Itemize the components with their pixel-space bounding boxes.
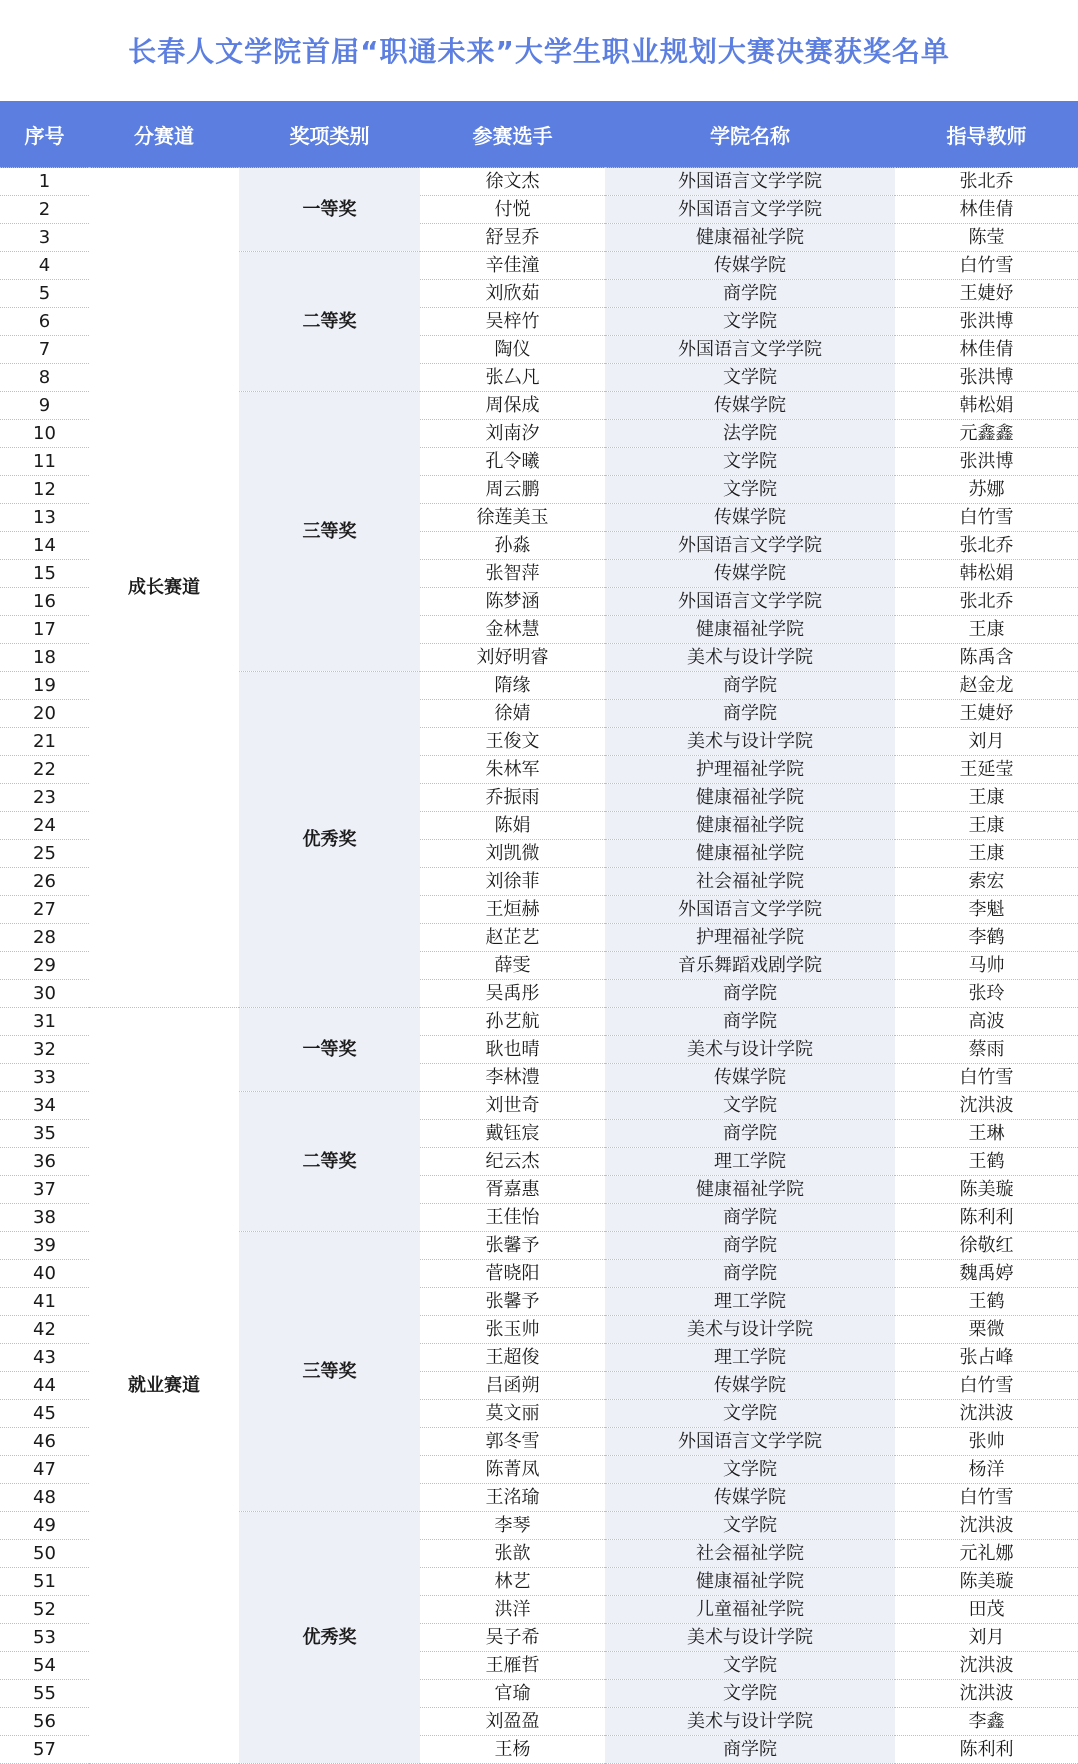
row-seq: 20 bbox=[0, 700, 89, 728]
participant-cell: 林艺 bbox=[420, 1568, 605, 1596]
row-seq: 5 bbox=[0, 280, 89, 308]
college-cell: 商学院 bbox=[605, 700, 895, 728]
row-seq: 30 bbox=[0, 980, 89, 1008]
award-cell: 三等奖 bbox=[239, 392, 420, 672]
tutor-cell: 张洪博 bbox=[895, 364, 1078, 392]
row-seq: 9 bbox=[0, 392, 89, 420]
college-cell: 文学院 bbox=[605, 448, 895, 476]
college-cell: 外国语言文学学院 bbox=[605, 896, 895, 924]
tutor-cell: 李鑫 bbox=[895, 1708, 1078, 1736]
row-seq: 19 bbox=[0, 672, 89, 700]
college-cell: 文学院 bbox=[605, 1652, 895, 1680]
participant-cell: 张智萍 bbox=[420, 560, 605, 588]
college-cell: 传媒学院 bbox=[605, 1064, 895, 1092]
participant-cell: 孔令曦 bbox=[420, 448, 605, 476]
tutor-cell: 赵金龙 bbox=[895, 672, 1078, 700]
participant-cell: 王超俊 bbox=[420, 1344, 605, 1372]
tutor-cell: 韩松娟 bbox=[895, 560, 1078, 588]
tutor-cell: 杨洋 bbox=[895, 1456, 1078, 1484]
row-seq: 22 bbox=[0, 756, 89, 784]
award-cell: 二等奖 bbox=[239, 252, 420, 392]
tutor-cell: 沈洪波 bbox=[895, 1512, 1078, 1540]
participant-cell: 徐莲美玉 bbox=[420, 504, 605, 532]
college-cell: 文学院 bbox=[605, 364, 895, 392]
tutor-cell: 王鹤 bbox=[895, 1148, 1078, 1176]
participant-cell: 陈菁凤 bbox=[420, 1456, 605, 1484]
tutor-cell: 陈利利 bbox=[895, 1204, 1078, 1232]
participant-cell: 吴梓竹 bbox=[420, 308, 605, 336]
row-seq: 56 bbox=[0, 1708, 89, 1736]
tutor-cell: 高波 bbox=[895, 1008, 1078, 1036]
college-cell: 商学院 bbox=[605, 1260, 895, 1288]
row-seq: 7 bbox=[0, 336, 89, 364]
participant-cell: 陶仪 bbox=[420, 336, 605, 364]
tutor-cell: 王康 bbox=[895, 840, 1078, 868]
participant-cell: 王洺瑜 bbox=[420, 1484, 605, 1512]
participant-cell: 刘世奇 bbox=[420, 1092, 605, 1120]
row-seq: 53 bbox=[0, 1624, 89, 1652]
tutor-cell: 白竹雪 bbox=[895, 1484, 1078, 1512]
college-cell: 理工学院 bbox=[605, 1344, 895, 1372]
row-seq: 49 bbox=[0, 1512, 89, 1540]
participant-cell: 张馨予 bbox=[420, 1232, 605, 1260]
college-cell: 传媒学院 bbox=[605, 1372, 895, 1400]
row-seq: 21 bbox=[0, 728, 89, 756]
row-seq: 35 bbox=[0, 1120, 89, 1148]
participant-cell: 舒昱乔 bbox=[420, 224, 605, 252]
row-seq: 16 bbox=[0, 588, 89, 616]
college-cell: 商学院 bbox=[605, 1232, 895, 1260]
row-seq: 57 bbox=[0, 1736, 89, 1764]
college-cell: 健康福祉学院 bbox=[605, 812, 895, 840]
participant-cell: 刘凯微 bbox=[420, 840, 605, 868]
college-cell: 美术与设计学院 bbox=[605, 1316, 895, 1344]
college-cell: 文学院 bbox=[605, 1512, 895, 1540]
row-seq: 46 bbox=[0, 1428, 89, 1456]
row-seq: 50 bbox=[0, 1540, 89, 1568]
college-cell: 理工学院 bbox=[605, 1288, 895, 1316]
award-cell: 二等奖 bbox=[239, 1092, 420, 1232]
tutor-cell: 白竹雪 bbox=[895, 504, 1078, 532]
participant-cell: 徐文杰 bbox=[420, 168, 605, 196]
row-seq: 3 bbox=[0, 224, 89, 252]
college-cell: 儿童福祉学院 bbox=[605, 1596, 895, 1624]
participant-cell: 菅晓阳 bbox=[420, 1260, 605, 1288]
college-cell: 外国语言文学学院 bbox=[605, 1428, 895, 1456]
row-seq: 45 bbox=[0, 1400, 89, 1428]
college-cell: 社会福祉学院 bbox=[605, 868, 895, 896]
college-cell: 传媒学院 bbox=[605, 560, 895, 588]
participant-cell: 耿也晴 bbox=[420, 1036, 605, 1064]
college-cell: 商学院 bbox=[605, 1008, 895, 1036]
participant-cell: 刘盈盈 bbox=[420, 1708, 605, 1736]
college-cell: 美术与设计学院 bbox=[605, 644, 895, 672]
tutor-cell: 蔡雨 bbox=[895, 1036, 1078, 1064]
participant-cell: 周保成 bbox=[420, 392, 605, 420]
tutor-cell: 陈利利 bbox=[895, 1736, 1078, 1764]
participant-cell: 周云鹏 bbox=[420, 476, 605, 504]
college-cell: 健康福祉学院 bbox=[605, 1176, 895, 1204]
participant-cell: 王佳怡 bbox=[420, 1204, 605, 1232]
participant-cell: 张馨予 bbox=[420, 1288, 605, 1316]
tutor-cell: 张洪博 bbox=[895, 448, 1078, 476]
tutor-cell: 索宏 bbox=[895, 868, 1078, 896]
row-seq: 24 bbox=[0, 812, 89, 840]
table-row bbox=[0, 1008, 1078, 1036]
participant-cell: 朱林军 bbox=[420, 756, 605, 784]
participant-cell: 王杨 bbox=[420, 1736, 605, 1764]
tutor-cell: 沈洪波 bbox=[895, 1680, 1078, 1708]
tutor-cell: 田茂 bbox=[895, 1596, 1078, 1624]
college-cell: 理工学院 bbox=[605, 1148, 895, 1176]
participant-cell: 乔振雨 bbox=[420, 784, 605, 812]
tutor-cell: 韩松娟 bbox=[895, 392, 1078, 420]
college-cell: 传媒学院 bbox=[605, 392, 895, 420]
college-cell: 商学院 bbox=[605, 980, 895, 1008]
row-seq: 14 bbox=[0, 532, 89, 560]
tutor-cell: 张占峰 bbox=[895, 1344, 1078, 1372]
participant-cell: 莫文丽 bbox=[420, 1400, 605, 1428]
row-seq: 18 bbox=[0, 644, 89, 672]
college-cell: 商学院 bbox=[605, 1204, 895, 1232]
row-seq: 2 bbox=[0, 196, 89, 224]
header-track: 分赛道 bbox=[89, 101, 239, 168]
row-seq: 13 bbox=[0, 504, 89, 532]
participant-cell: 张厶凡 bbox=[420, 364, 605, 392]
header-seq: 序号 bbox=[0, 101, 89, 168]
award-cell: 优秀奖 bbox=[239, 1512, 420, 1764]
participant-cell: 徐婧 bbox=[420, 700, 605, 728]
tutor-cell: 王康 bbox=[895, 616, 1078, 644]
tutor-cell: 白竹雪 bbox=[895, 252, 1078, 280]
participant-cell: 郭冬雪 bbox=[420, 1428, 605, 1456]
row-seq: 48 bbox=[0, 1484, 89, 1512]
participant-cell: 孙淼 bbox=[420, 532, 605, 560]
row-seq: 38 bbox=[0, 1204, 89, 1232]
row-seq: 42 bbox=[0, 1316, 89, 1344]
college-cell: 健康福祉学院 bbox=[605, 224, 895, 252]
college-cell: 社会福祉学院 bbox=[605, 1540, 895, 1568]
participant-cell: 刘徐菲 bbox=[420, 868, 605, 896]
participant-cell: 张歆 bbox=[420, 1540, 605, 1568]
college-cell: 美术与设计学院 bbox=[605, 1036, 895, 1064]
participant-cell: 王雁哲 bbox=[420, 1652, 605, 1680]
tutor-cell: 栗微 bbox=[895, 1316, 1078, 1344]
row-seq: 6 bbox=[0, 308, 89, 336]
college-cell: 传媒学院 bbox=[605, 252, 895, 280]
row-seq: 11 bbox=[0, 448, 89, 476]
tutor-cell: 张北乔 bbox=[895, 168, 1078, 196]
tutor-cell: 王婕妤 bbox=[895, 700, 1078, 728]
row-seq: 29 bbox=[0, 952, 89, 980]
college-cell: 文学院 bbox=[605, 1456, 895, 1484]
participant-cell: 刘南汐 bbox=[420, 420, 605, 448]
college-cell: 健康福祉学院 bbox=[605, 616, 895, 644]
college-cell: 音乐舞蹈戏剧学院 bbox=[605, 952, 895, 980]
tutor-cell: 张北乔 bbox=[895, 532, 1078, 560]
tutor-cell: 苏娜 bbox=[895, 476, 1078, 504]
row-seq: 10 bbox=[0, 420, 89, 448]
participant-cell: 辛佳潼 bbox=[420, 252, 605, 280]
college-cell: 文学院 bbox=[605, 1680, 895, 1708]
tutor-cell: 刘月 bbox=[895, 728, 1078, 756]
tutor-cell: 马帅 bbox=[895, 952, 1078, 980]
participant-cell: 王俊文 bbox=[420, 728, 605, 756]
row-seq: 8 bbox=[0, 364, 89, 392]
tutor-cell: 林佳倩 bbox=[895, 336, 1078, 364]
participant-cell: 薛雯 bbox=[420, 952, 605, 980]
participant-cell: 张玉帅 bbox=[420, 1316, 605, 1344]
award-cell: 优秀奖 bbox=[239, 672, 420, 1008]
college-cell: 法学院 bbox=[605, 420, 895, 448]
participant-cell: 戴钰宸 bbox=[420, 1120, 605, 1148]
award-table bbox=[0, 101, 1078, 1764]
participant-cell: 吕函朔 bbox=[420, 1372, 605, 1400]
participant-cell: 吴子希 bbox=[420, 1624, 605, 1652]
tutor-cell: 元礼娜 bbox=[895, 1540, 1078, 1568]
award-cell: 一等奖 bbox=[239, 1008, 420, 1092]
row-seq: 23 bbox=[0, 784, 89, 812]
tutor-cell: 李魁 bbox=[895, 896, 1078, 924]
award-table-container bbox=[0, 101, 1078, 1760]
row-seq: 33 bbox=[0, 1064, 89, 1092]
row-seq: 28 bbox=[0, 924, 89, 952]
college-cell: 文学院 bbox=[605, 1092, 895, 1120]
participant-cell: 胥嘉惠 bbox=[420, 1176, 605, 1204]
participant-cell: 隋缘 bbox=[420, 672, 605, 700]
row-seq: 34 bbox=[0, 1092, 89, 1120]
college-cell: 护理福祉学院 bbox=[605, 924, 895, 952]
tutor-cell: 张北乔 bbox=[895, 588, 1078, 616]
row-seq: 41 bbox=[0, 1288, 89, 1316]
tutor-cell: 白竹雪 bbox=[895, 1064, 1078, 1092]
participant-cell: 陈娟 bbox=[420, 812, 605, 840]
college-cell: 商学院 bbox=[605, 280, 895, 308]
row-seq: 26 bbox=[0, 868, 89, 896]
college-cell: 传媒学院 bbox=[605, 504, 895, 532]
row-seq: 32 bbox=[0, 1036, 89, 1064]
college-cell: 传媒学院 bbox=[605, 1484, 895, 1512]
row-seq: 44 bbox=[0, 1372, 89, 1400]
tutor-cell: 王康 bbox=[895, 812, 1078, 840]
participant-cell: 刘欣茹 bbox=[420, 280, 605, 308]
college-cell: 外国语言文学学院 bbox=[605, 336, 895, 364]
tutor-cell: 张帅 bbox=[895, 1428, 1078, 1456]
tutor-cell: 王康 bbox=[895, 784, 1078, 812]
tutor-cell: 沈洪波 bbox=[895, 1400, 1078, 1428]
row-seq: 39 bbox=[0, 1232, 89, 1260]
tutor-cell: 张玲 bbox=[895, 980, 1078, 1008]
college-cell: 外国语言文学学院 bbox=[605, 588, 895, 616]
tutor-cell: 元鑫鑫 bbox=[895, 420, 1078, 448]
college-cell: 美术与设计学院 bbox=[605, 1708, 895, 1736]
participant-cell: 洪洋 bbox=[420, 1596, 605, 1624]
participant-cell: 官瑜 bbox=[420, 1680, 605, 1708]
tutor-cell: 张洪博 bbox=[895, 308, 1078, 336]
header-participant: 参赛选手 bbox=[420, 101, 605, 168]
row-seq: 27 bbox=[0, 896, 89, 924]
college-cell: 美术与设计学院 bbox=[605, 728, 895, 756]
page-title: 长春人文学院首届“职通未来”大学生职业规划大赛决赛获奖名单 bbox=[128, 35, 950, 68]
table-row bbox=[0, 168, 1078, 196]
tutor-cell: 刘月 bbox=[895, 1624, 1078, 1652]
participant-cell: 吴禹彤 bbox=[420, 980, 605, 1008]
table-header bbox=[0, 101, 1078, 168]
participant-cell: 王烜赫 bbox=[420, 896, 605, 924]
row-seq: 54 bbox=[0, 1652, 89, 1680]
tutor-cell: 陈美璇 bbox=[895, 1568, 1078, 1596]
participant-cell: 付悦 bbox=[420, 196, 605, 224]
tutor-cell: 陈禹含 bbox=[895, 644, 1078, 672]
college-cell: 护理福祉学院 bbox=[605, 756, 895, 784]
college-cell: 健康福祉学院 bbox=[605, 784, 895, 812]
track-cell: 就业赛道 bbox=[89, 1008, 239, 1764]
row-seq: 43 bbox=[0, 1344, 89, 1372]
participant-cell: 孙艺航 bbox=[420, 1008, 605, 1036]
award-cell: 一等奖 bbox=[239, 168, 420, 252]
track-cell: 成长赛道 bbox=[89, 168, 239, 1008]
tutor-cell: 魏禹婷 bbox=[895, 1260, 1078, 1288]
college-cell: 美术与设计学院 bbox=[605, 1624, 895, 1652]
award-cell: 三等奖 bbox=[239, 1232, 420, 1512]
college-cell: 商学院 bbox=[605, 1736, 895, 1764]
row-seq: 4 bbox=[0, 252, 89, 280]
row-seq: 17 bbox=[0, 616, 89, 644]
row-seq: 51 bbox=[0, 1568, 89, 1596]
tutor-cell: 沈洪波 bbox=[895, 1092, 1078, 1120]
tutor-cell: 陈莹 bbox=[895, 224, 1078, 252]
header-award: 奖项类别 bbox=[239, 101, 420, 168]
row-seq: 25 bbox=[0, 840, 89, 868]
college-cell: 健康福祉学院 bbox=[605, 1568, 895, 1596]
tutor-cell: 王婕妤 bbox=[895, 280, 1078, 308]
tutor-cell: 沈洪波 bbox=[895, 1652, 1078, 1680]
college-cell: 文学院 bbox=[605, 476, 895, 504]
row-seq: 55 bbox=[0, 1680, 89, 1708]
tutor-cell: 林佳倩 bbox=[895, 196, 1078, 224]
college-cell: 外国语言文学学院 bbox=[605, 168, 895, 196]
participant-cell: 金林慧 bbox=[420, 616, 605, 644]
participant-cell: 陈梦涵 bbox=[420, 588, 605, 616]
participant-cell: 李琴 bbox=[420, 1512, 605, 1540]
participant-cell: 刘妤明睿 bbox=[420, 644, 605, 672]
tutor-cell: 李鹤 bbox=[895, 924, 1078, 952]
row-seq: 12 bbox=[0, 476, 89, 504]
participant-cell: 李林澧 bbox=[420, 1064, 605, 1092]
row-seq: 47 bbox=[0, 1456, 89, 1484]
row-seq: 36 bbox=[0, 1148, 89, 1176]
college-cell: 健康福祉学院 bbox=[605, 840, 895, 868]
college-cell: 商学院 bbox=[605, 672, 895, 700]
row-seq: 15 bbox=[0, 560, 89, 588]
tutor-cell: 王鹤 bbox=[895, 1288, 1078, 1316]
college-cell: 文学院 bbox=[605, 1400, 895, 1428]
tutor-cell: 白竹雪 bbox=[895, 1372, 1078, 1400]
college-cell: 文学院 bbox=[605, 308, 895, 336]
row-seq: 37 bbox=[0, 1176, 89, 1204]
tutor-cell: 王延莹 bbox=[895, 756, 1078, 784]
row-seq: 1 bbox=[0, 168, 89, 196]
row-seq: 40 bbox=[0, 1260, 89, 1288]
header-college: 学院名称 bbox=[605, 101, 895, 168]
row-seq: 31 bbox=[0, 1008, 89, 1036]
participant-cell: 纪云杰 bbox=[420, 1148, 605, 1176]
tutor-cell: 王琳 bbox=[895, 1120, 1078, 1148]
college-cell: 商学院 bbox=[605, 1120, 895, 1148]
tutor-cell: 徐敬红 bbox=[895, 1232, 1078, 1260]
participant-cell: 赵芷艺 bbox=[420, 924, 605, 952]
college-cell: 外国语言文学学院 bbox=[605, 196, 895, 224]
table-body bbox=[0, 168, 1078, 1764]
college-cell: 外国语言文学学院 bbox=[605, 532, 895, 560]
header-tutor: 指导教师 bbox=[895, 101, 1078, 168]
header-row bbox=[0, 101, 1078, 168]
row-seq: 52 bbox=[0, 1596, 89, 1624]
tutor-cell: 陈美璇 bbox=[895, 1176, 1078, 1204]
